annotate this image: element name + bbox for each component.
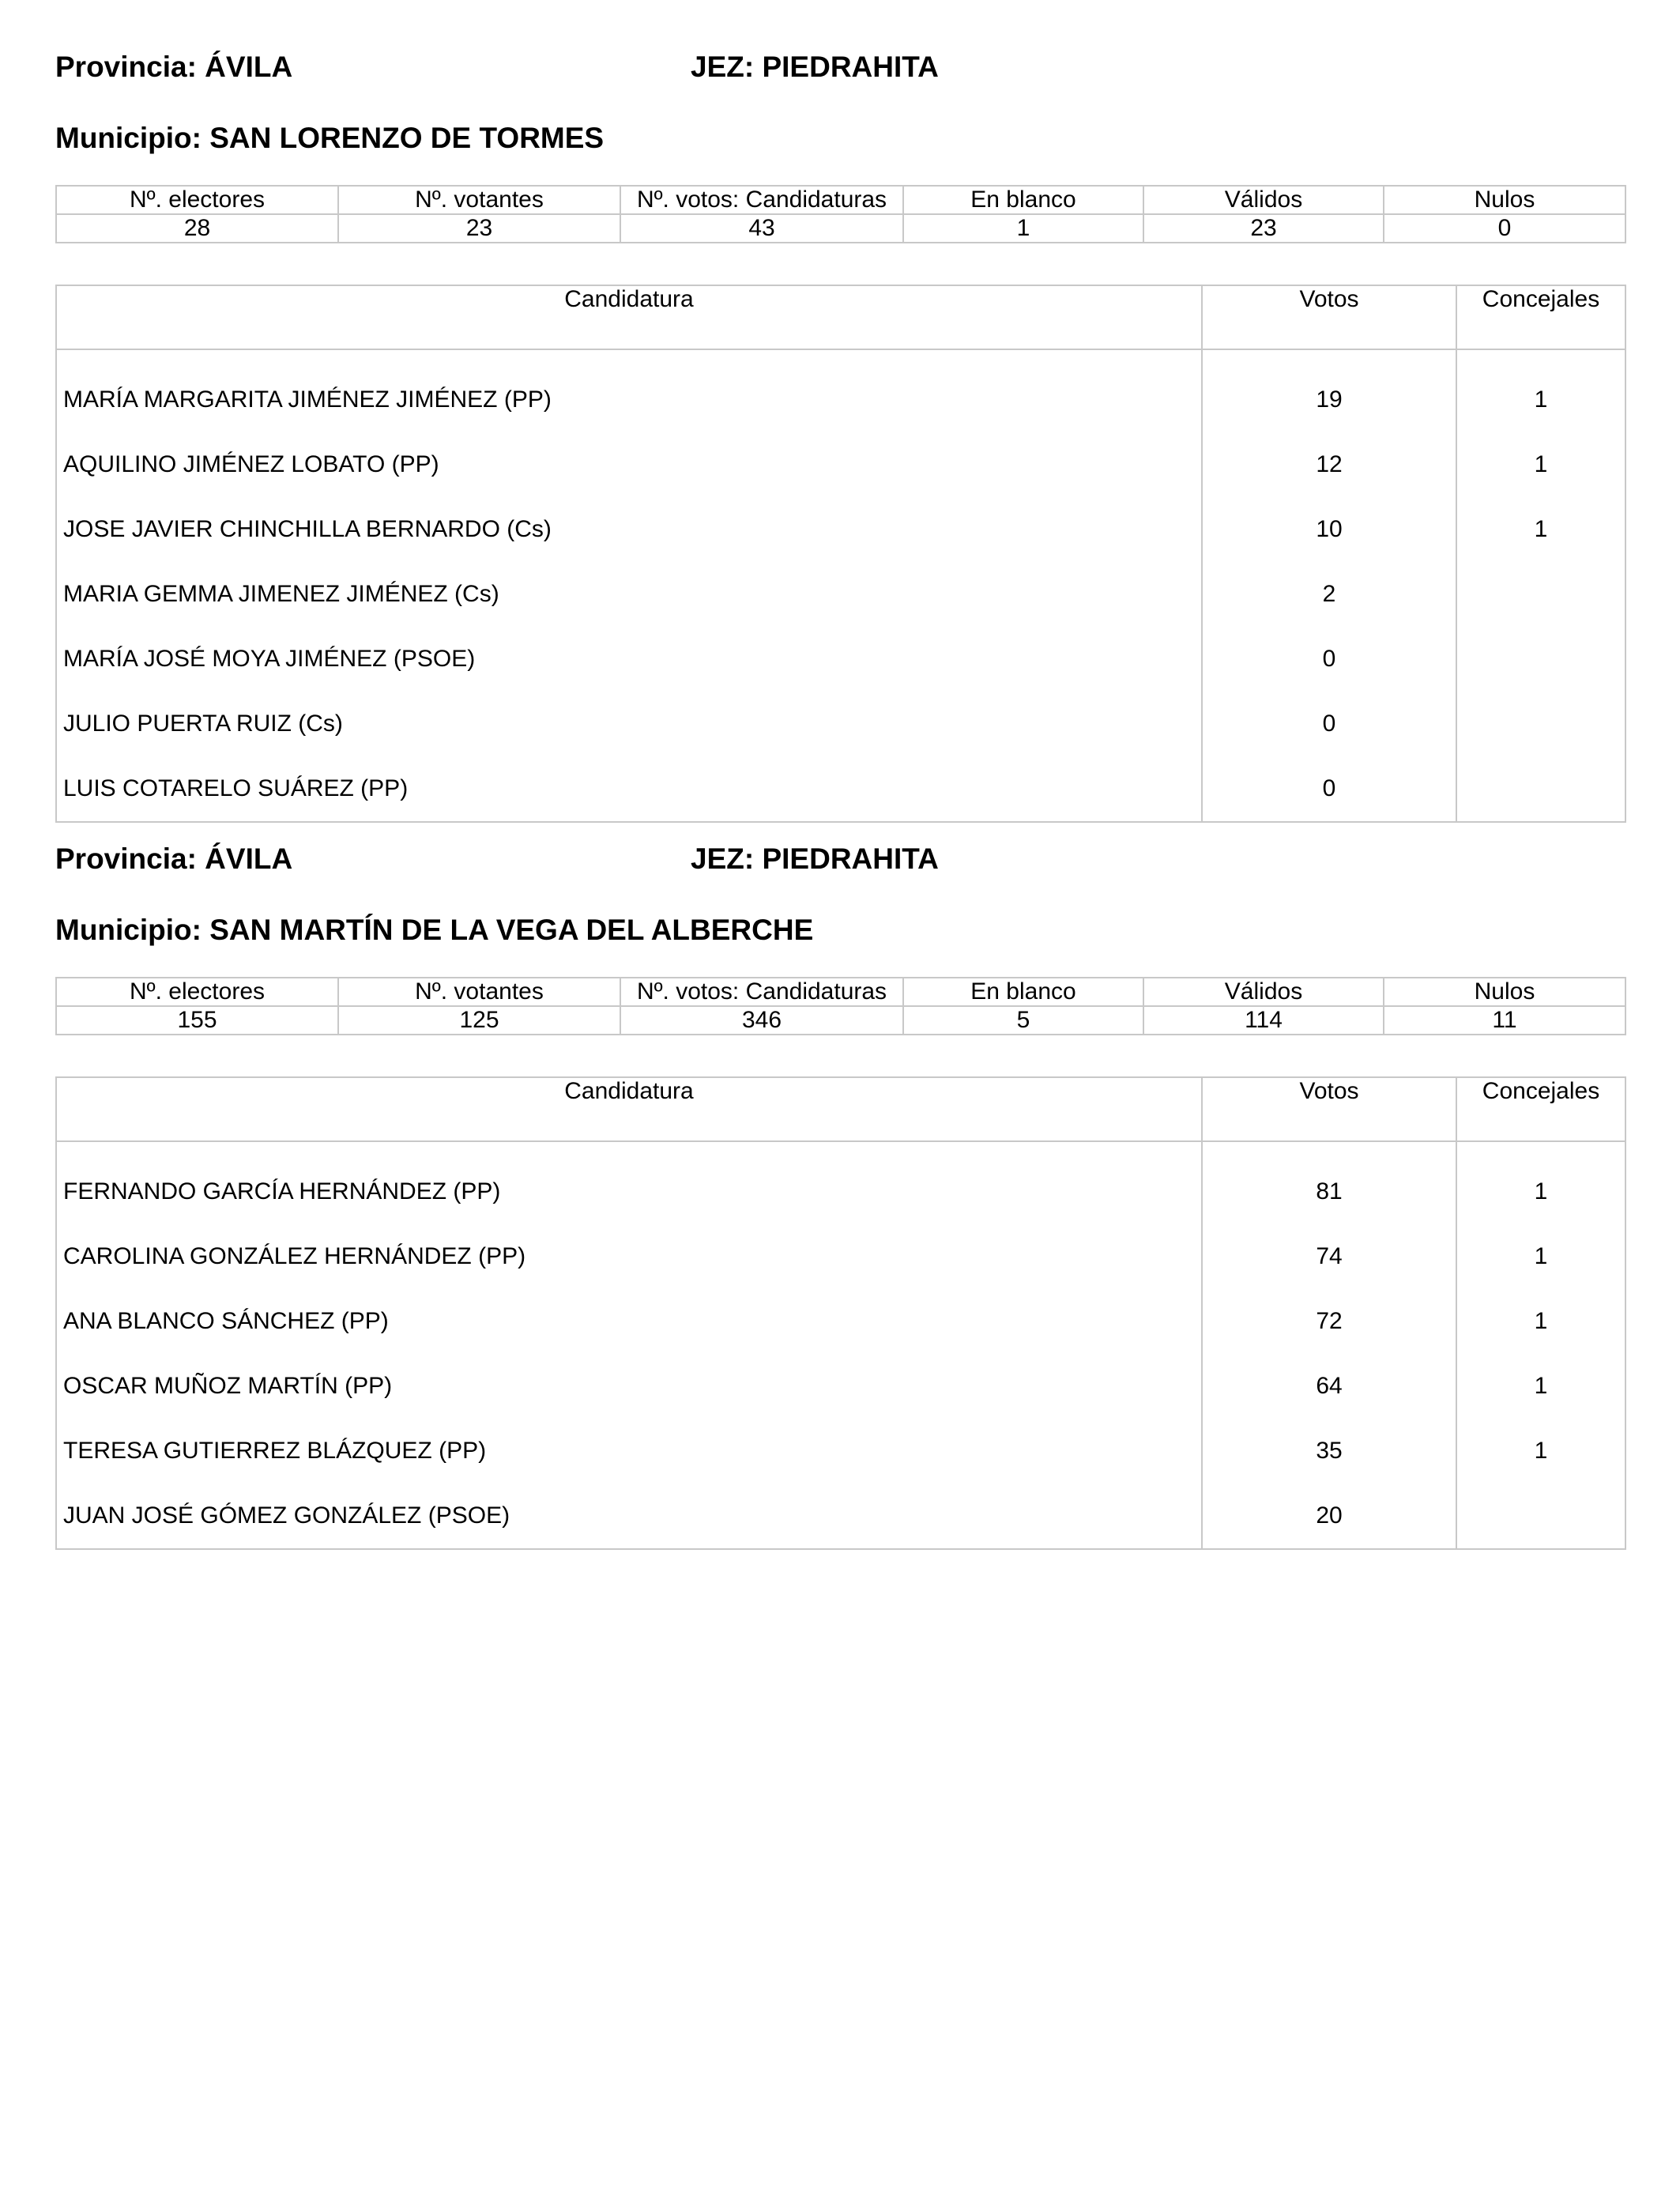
table-row	[56, 1224, 1625, 1289]
candidate-name: JOSE JAVIER CHINCHILLA BERNARDO (Cs)	[56, 497, 1202, 562]
candidate-concejales: 1	[1456, 1141, 1625, 1224]
stats-value-cell: 1	[903, 214, 1143, 243]
candidate-name: OSCAR MUÑOZ MARTÍN (PP)	[56, 1354, 1202, 1419]
candidates-header-row	[56, 285, 1625, 349]
candidate-name: CAROLINA GONZÁLEZ HERNÁNDEZ (PP)	[56, 1224, 1202, 1289]
table-row	[56, 1289, 1625, 1354]
candidate-name: ANA BLANCO SÁNCHEZ (PP)	[56, 1289, 1202, 1354]
table-row	[56, 756, 1625, 822]
candidate-name: AQUILINO JIMÉNEZ LOBATO (PP)	[56, 432, 1202, 497]
stats-header-cell: En blanco	[903, 186, 1143, 214]
candidate-name: MARÍA JOSÉ MOYA JIMÉNEZ (PSOE)	[56, 627, 1202, 692]
candidate-concejales	[1456, 1483, 1625, 1549]
stats-header-cell: Nº. votantes	[338, 186, 620, 214]
stats-value-cell: 155	[56, 1006, 338, 1035]
table-row	[56, 497, 1625, 562]
candidate-votos: 19	[1202, 349, 1456, 432]
table-row	[56, 1419, 1625, 1483]
candidate-name: LUIS COTARELO SUÁREZ (PP)	[56, 756, 1202, 822]
stats-table	[55, 185, 1626, 243]
candidate-name: FERNANDO GARCÍA HERNÁNDEZ (PP)	[56, 1141, 1202, 1224]
candidate-concejales	[1456, 692, 1625, 756]
candidate-votos: 64	[1202, 1354, 1456, 1419]
concejales-header: Concejales	[1456, 285, 1625, 349]
candidate-votos: 20	[1202, 1483, 1456, 1549]
candidate-name: TERESA GUTIERREZ BLÁZQUEZ (PP)	[56, 1419, 1202, 1483]
table-row	[56, 349, 1625, 432]
candidatura-header: Candidatura	[56, 1077, 1202, 1141]
candidate-concejales: 1	[1456, 497, 1625, 562]
candidate-votos: 0	[1202, 627, 1456, 692]
jez-label: JEZ: PIEDRAHITA	[691, 51, 939, 83]
stats-header-row	[56, 978, 1625, 1006]
stats-header-cell: Nulos	[1384, 978, 1625, 1006]
candidate-concejales: 1	[1456, 1354, 1625, 1419]
candidates-header-row	[56, 1077, 1625, 1141]
municipio-title: Municipio: SAN LORENZO DE TORMES	[55, 122, 605, 154]
stats-value-cell: 43	[620, 214, 903, 243]
provincia-label: Provincia: ÁVILA	[55, 843, 293, 875]
candidate-concejales: 1	[1456, 432, 1625, 497]
stats-table	[55, 977, 1626, 1035]
candidate-name: MARIA GEMMA JIMENEZ JIMÉNEZ (Cs)	[56, 562, 1202, 627]
municipio-title: Municipio: SAN MARTÍN DE LA VEGA DEL ALBERCHE	[55, 914, 814, 946]
stats-value-row	[56, 214, 1625, 243]
stats-value-cell: 11	[1384, 1006, 1625, 1035]
candidate-votos: 72	[1202, 1289, 1456, 1354]
candidate-concejales	[1456, 562, 1625, 627]
candidate-votos: 0	[1202, 756, 1456, 822]
table-row	[56, 692, 1625, 756]
stats-value-cell: 5	[903, 1006, 1143, 1035]
candidate-concejales	[1456, 756, 1625, 822]
candidate-name: JULIO PUERTA RUIZ (Cs)	[56, 692, 1202, 756]
stats-value-cell: 125	[338, 1006, 620, 1035]
candidate-concejales: 1	[1456, 349, 1625, 432]
stats-header-cell: Nº. electores	[56, 186, 338, 214]
candidate-concejales: 1	[1456, 1419, 1625, 1483]
candidate-name: MARÍA MARGARITA JIMÉNEZ JIMÉNEZ (PP)	[56, 349, 1202, 432]
stats-header-cell: Válidos	[1143, 978, 1384, 1006]
stats-header-cell: Nº. votantes	[338, 978, 620, 1006]
stats-value-cell: 23	[1143, 214, 1384, 243]
table-row	[56, 562, 1625, 627]
table-row	[56, 1483, 1625, 1549]
candidate-concejales: 1	[1456, 1289, 1625, 1354]
candidate-votos: 0	[1202, 692, 1456, 756]
stats-header-cell: Nº. electores	[56, 978, 338, 1006]
stats-value-cell: 23	[338, 214, 620, 243]
candidatura-header: Candidatura	[56, 285, 1202, 349]
candidate-concejales: 1	[1456, 1224, 1625, 1289]
stats-header-cell: Nº. votos: Candidaturas	[620, 978, 903, 1006]
stats-header-row	[56, 186, 1625, 214]
candidate-concejales	[1456, 627, 1625, 692]
candidates-table	[55, 1076, 1626, 1550]
table-row	[56, 1354, 1625, 1419]
stats-value-cell: 28	[56, 214, 338, 243]
candidate-votos: 10	[1202, 497, 1456, 562]
stats-value-cell: 114	[1143, 1006, 1384, 1035]
candidate-votos: 35	[1202, 1419, 1456, 1483]
provincia-label: Provincia: ÁVILA	[55, 51, 293, 83]
votos-header: Votos	[1202, 1077, 1456, 1141]
stats-header-cell: En blanco	[903, 978, 1143, 1006]
stats-header-cell: Nulos	[1384, 186, 1625, 214]
candidate-name: JUAN JOSÉ GÓMEZ GONZÁLEZ (PSOE)	[56, 1483, 1202, 1549]
table-row	[56, 627, 1625, 692]
votos-header: Votos	[1202, 285, 1456, 349]
stats-header-cell: Válidos	[1143, 186, 1384, 214]
stats-header-cell: Nº. votos: Candidaturas	[620, 186, 903, 214]
stats-value-cell: 346	[620, 1006, 903, 1035]
table-row	[56, 1141, 1625, 1224]
concejales-header: Concejales	[1456, 1077, 1625, 1141]
stats-value-cell: 0	[1384, 214, 1625, 243]
candidate-votos: 12	[1202, 432, 1456, 497]
candidate-votos: 74	[1202, 1224, 1456, 1289]
jez-label: JEZ: PIEDRAHITA	[691, 843, 939, 875]
candidate-votos: 81	[1202, 1141, 1456, 1224]
candidates-table	[55, 285, 1626, 823]
table-row	[56, 432, 1625, 497]
stats-value-row	[56, 1006, 1625, 1035]
candidate-votos: 2	[1202, 562, 1456, 627]
